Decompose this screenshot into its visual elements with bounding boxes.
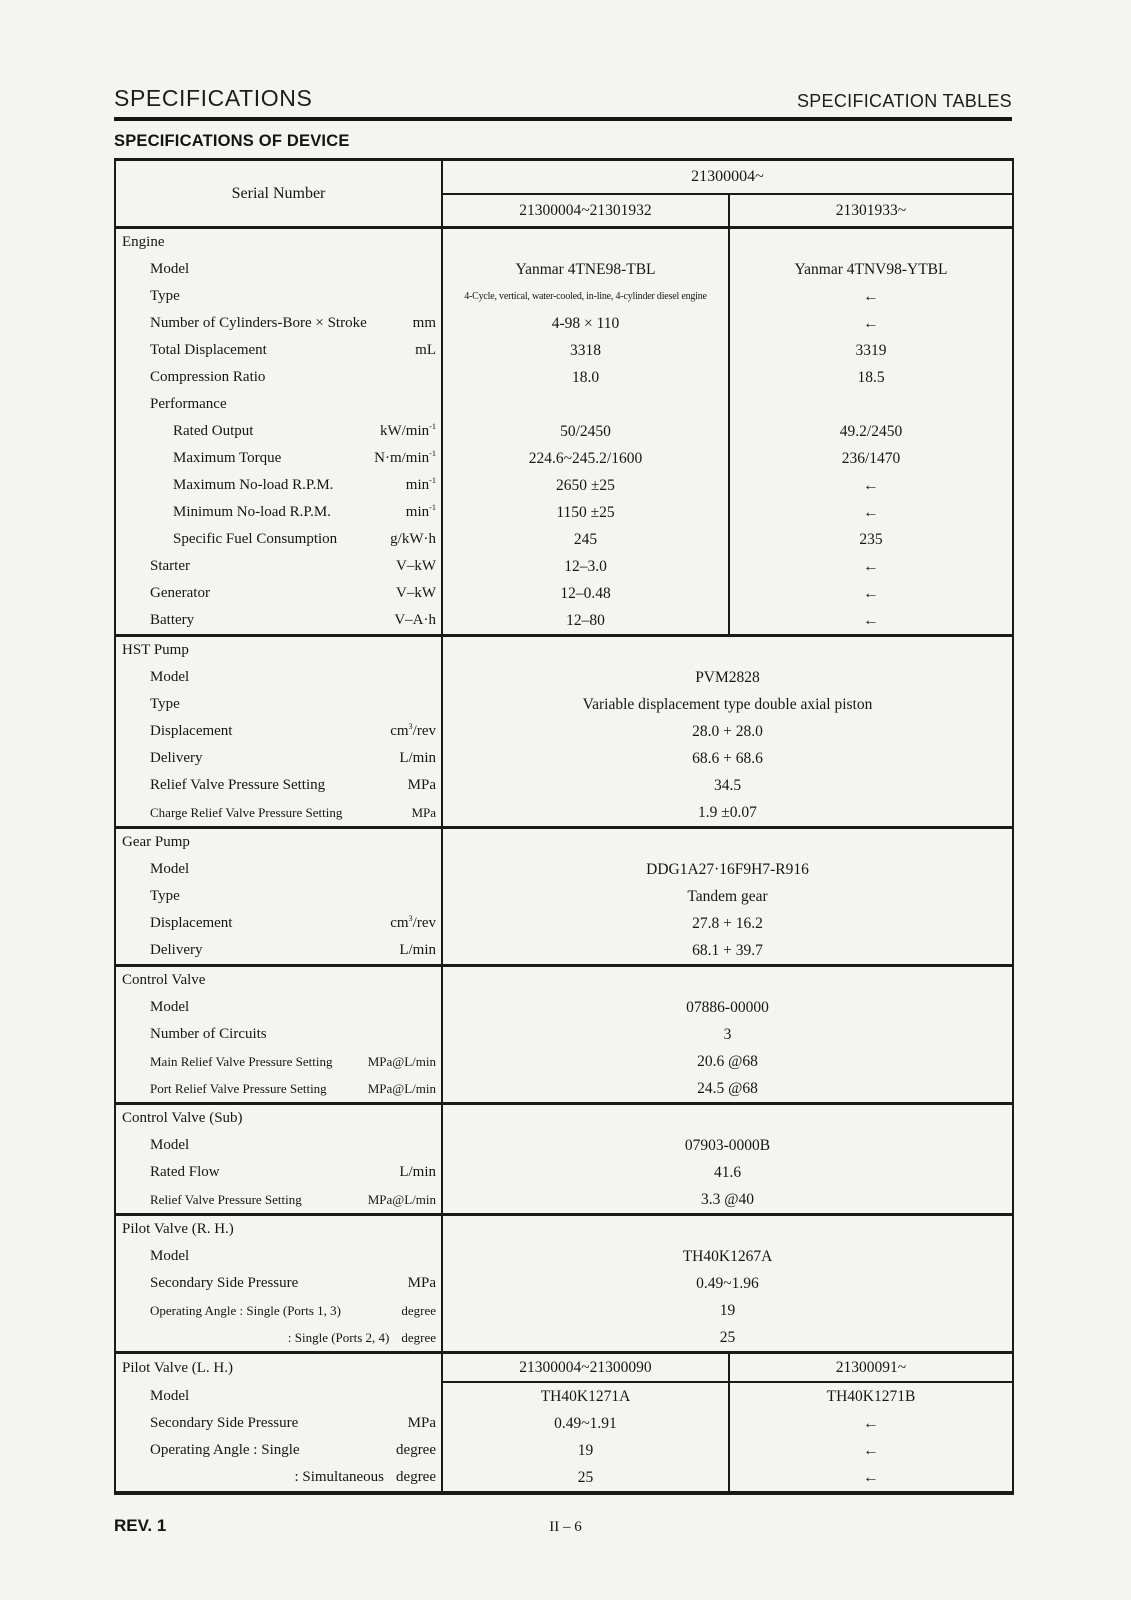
spec-label-cell	[115, 1437, 442, 1464]
table-row	[115, 1297, 1013, 1324]
table-row	[115, 256, 1013, 283]
table-row	[115, 1159, 1013, 1186]
spec-label-wrap	[116, 862, 441, 877]
section-row	[115, 228, 1013, 257]
spec-value: 68.1 + 39.7	[442, 937, 1013, 966]
spec-label: Model	[150, 1248, 190, 1264]
table-row	[115, 664, 1013, 691]
spec-value: 3319	[729, 337, 1013, 364]
spec-label-cell	[115, 772, 442, 799]
spec-value: 235	[729, 526, 1013, 553]
spec-label-wrap	[116, 1249, 441, 1264]
spec-value: 245	[442, 526, 729, 553]
spec-unit: $\min^{-1}$	[405, 503, 436, 520]
spec-value	[729, 391, 1013, 418]
spec-unit: $\min^{-1}$	[405, 476, 436, 493]
spec-unit: mL	[415, 342, 436, 358]
section-title: HST Pump	[122, 642, 189, 658]
spec-label: Specific Fuel Consumption	[173, 531, 338, 547]
spec-label-wrap	[116, 943, 441, 958]
spec-label: Port Relief Valve Pressure Setting	[150, 1081, 327, 1096]
spec-unit: V–kW	[396, 558, 436, 574]
spec-label-cell	[115, 1464, 442, 1493]
spec-label-cell	[115, 1021, 442, 1048]
table-row	[115, 1437, 1013, 1464]
spec-label-wrap	[116, 806, 441, 819]
table-row	[115, 1132, 1013, 1159]
spec-label-cell	[115, 526, 442, 553]
spec-label: Charge Relief Valve Pressure Setting	[150, 805, 343, 820]
table-row	[115, 1186, 1013, 1215]
spec-value: ←	[729, 553, 1013, 580]
spec-label-wrap	[116, 478, 441, 493]
spec-label: Minimum No-load R.P.M.	[173, 504, 331, 520]
unit-superscript: -1	[429, 503, 436, 512]
spec-label: Performance	[150, 396, 227, 412]
spec-value: ←	[729, 283, 1013, 310]
spec-value: 2650 ±25	[442, 472, 729, 499]
serial-range-subheader: 21300004~21300090	[442, 1353, 729, 1383]
spec-value: ←	[729, 310, 1013, 337]
spec-unit: $N\cdot m/\min^{-1}$	[374, 449, 436, 466]
spec-value: 19	[442, 1297, 1013, 1324]
spec-label: Type	[150, 288, 180, 304]
table-row	[115, 607, 1013, 636]
spec-label-cell	[115, 1382, 442, 1410]
spec-unit: MPa	[407, 1275, 436, 1291]
spec-label-wrap	[116, 613, 441, 628]
table-row	[115, 718, 1013, 745]
spec-value: 3	[442, 1021, 1013, 1048]
serial-range-subheader: 21300091~	[729, 1353, 1013, 1383]
table-row	[115, 1382, 1013, 1410]
spec-label-wrap	[116, 1222, 441, 1237]
table-row	[115, 337, 1013, 364]
spec-label: Model	[150, 999, 190, 1015]
section-row	[115, 1104, 1013, 1133]
spec-label-cell	[115, 499, 442, 526]
spec-label-cell	[115, 337, 442, 364]
spec-label: Number of Circuits	[150, 1026, 267, 1042]
spec-value: 41.6	[442, 1159, 1013, 1186]
spec-value: ←	[729, 1464, 1013, 1493]
spec-label: Battery	[150, 612, 195, 628]
table-row	[115, 310, 1013, 337]
unit-superscript: 3	[408, 722, 413, 731]
spec-value: 24.5 @68	[442, 1075, 1013, 1104]
spec-label-cell	[115, 580, 442, 607]
empty-cell	[442, 966, 1013, 995]
header-rule	[114, 117, 1012, 121]
spec-unit: MPa	[407, 1415, 436, 1431]
spec-label: Total Displacement	[150, 342, 267, 358]
table-row	[115, 1464, 1013, 1493]
spec-label: Type	[150, 696, 180, 712]
spec-value: 12–0.48	[442, 580, 729, 607]
table-row	[115, 499, 1013, 526]
spec-label: Starter	[150, 558, 190, 574]
spec-label: Secondary Side Pressure	[150, 1275, 299, 1291]
spec-label-cell	[115, 799, 442, 828]
spec-label-wrap	[116, 424, 441, 439]
spec-unit: mm	[412, 315, 436, 331]
spec-label-wrap	[116, 1027, 441, 1042]
spec-label-wrap	[116, 889, 441, 904]
spec-label: Displacement	[150, 915, 233, 931]
serial-range-col1: 21300004~21301932	[442, 194, 729, 228]
revision-label: REV. 1	[114, 1516, 167, 1535]
spec-label-wrap	[116, 835, 441, 850]
spec-value: 0.49~1.96	[442, 1270, 1013, 1297]
spec-unit: L/min	[399, 942, 436, 958]
spec-label: Rated Flow	[150, 1164, 220, 1180]
spec-label-cell	[115, 364, 442, 391]
spec-value: Yanmar 4TNV98-YTBL	[729, 256, 1013, 283]
table-row	[115, 283, 1013, 310]
section-title: Pilot Valve (R. H.)	[122, 1221, 234, 1237]
spec-label-cell	[115, 1215, 442, 1244]
spec-unit: $cm^3$/rev	[390, 722, 436, 739]
table-row	[115, 691, 1013, 718]
section-title: Pilot Valve (L. H.)	[122, 1359, 233, 1376]
spec-value: 12–80	[442, 607, 729, 636]
spec-value: 34.5	[442, 772, 1013, 799]
spec-label-wrap	[116, 343, 441, 358]
spec-label-cell	[115, 1243, 442, 1270]
spec-label: Secondary Side Pressure	[150, 1415, 299, 1431]
table-row	[115, 799, 1013, 828]
spec-label: Model	[150, 261, 190, 277]
spec-label-wrap	[116, 973, 441, 988]
section-row	[115, 828, 1013, 857]
table-row	[115, 994, 1013, 1021]
spec-label-wrap	[116, 1470, 441, 1485]
spec-label-wrap	[116, 1361, 441, 1376]
spec-label-cell	[115, 691, 442, 718]
spec-value: ←	[729, 472, 1013, 499]
table-row	[115, 472, 1013, 499]
spec-value: ←	[729, 499, 1013, 526]
spec-label-wrap	[116, 1331, 441, 1344]
serial-header-row	[115, 160, 1013, 195]
spec-label-cell	[115, 664, 442, 691]
spec-label-cell	[115, 1297, 442, 1324]
spec-label-cell	[115, 445, 442, 472]
spec-value: ←	[729, 1410, 1013, 1437]
spec-label-wrap	[116, 505, 441, 520]
spec-value: TH40K1271A	[442, 1382, 729, 1410]
spec-label-wrap	[116, 235, 441, 250]
table-row	[115, 883, 1013, 910]
spec-label: Displacement	[150, 723, 233, 739]
spec-value: Tandem gear	[442, 883, 1013, 910]
spec-label-cell	[115, 1353, 442, 1383]
spec-label-cell	[115, 828, 442, 857]
spec-unit: MPa@L/min	[367, 1081, 436, 1096]
spec-label-wrap	[116, 1138, 441, 1153]
spec-unit: L/min	[399, 750, 436, 766]
spec-unit: V–A·h	[394, 612, 436, 628]
spec-value: 4-Cycle, vertical, water-cooled, in-line, 4-cylinder diesel engine	[442, 283, 729, 310]
spec-value: 12–3.0	[442, 553, 729, 580]
specification-table	[114, 158, 1014, 1495]
spec-label-cell	[115, 883, 442, 910]
spec-label-cell	[115, 1132, 442, 1159]
spec-label-wrap	[116, 1055, 441, 1068]
spec-label-cell	[115, 856, 442, 883]
spec-label-cell	[115, 472, 442, 499]
spec-value: PVM2828	[442, 664, 1013, 691]
table-row	[115, 937, 1013, 966]
spec-value: Variable displacement type double axial piston	[442, 691, 1013, 718]
spec-value: 224.6~245.2/1600	[442, 445, 729, 472]
section-row	[115, 636, 1013, 665]
spec-label-wrap	[116, 1304, 441, 1317]
spec-value: 1150 ±25	[442, 499, 729, 526]
spec-label-wrap	[116, 586, 441, 601]
spec-label-wrap	[116, 1000, 441, 1015]
spec-label-wrap	[116, 1193, 441, 1206]
spec-unit: g/kW·h	[390, 531, 436, 547]
spec-label-cell	[115, 391, 442, 418]
spec-value: 50/2450	[442, 418, 729, 445]
unit-superscript: 3	[408, 914, 413, 923]
spec-label-cell	[115, 1104, 442, 1133]
spec-label-wrap	[116, 397, 441, 412]
table-row	[115, 580, 1013, 607]
table-row	[115, 1243, 1013, 1270]
spec-label: Relief Valve Pressure Setting	[150, 777, 326, 793]
spec-value: 1.9 ±0.07	[442, 799, 1013, 828]
section-row	[115, 1353, 1013, 1383]
spec-label: Compression Ratio	[150, 369, 266, 385]
table-row	[115, 1021, 1013, 1048]
table-row	[115, 1075, 1013, 1104]
spec-label-cell	[115, 228, 442, 257]
section-title: Control Valve (Sub)	[122, 1110, 243, 1126]
spec-label-wrap	[116, 1111, 441, 1126]
spec-label-wrap	[116, 451, 441, 466]
spec-value: 3318	[442, 337, 729, 364]
spec-label-wrap	[116, 670, 441, 685]
unit-superscript: -1	[429, 422, 436, 431]
table-row	[115, 772, 1013, 799]
spec-label-wrap	[116, 724, 441, 739]
spec-label: Model	[150, 1137, 190, 1153]
spec-label-cell	[115, 1324, 442, 1353]
spec-value: 19	[442, 1437, 729, 1464]
empty-cell	[729, 228, 1013, 257]
table-row	[115, 553, 1013, 580]
table-row	[115, 1048, 1013, 1075]
spec-unit: L/min	[399, 1164, 436, 1180]
table-row	[115, 418, 1013, 445]
spec-value: 20.6 @68	[442, 1048, 1013, 1075]
spec-label: Delivery	[150, 750, 203, 766]
spec-value: 07886-00000	[442, 994, 1013, 1021]
table-row	[115, 745, 1013, 772]
section-row	[115, 966, 1013, 995]
spec-value	[442, 391, 729, 418]
page-number: II – 6	[549, 1519, 582, 1535]
spec-value: 0.49~1.91	[442, 1410, 729, 1437]
page-header-right: SPECIFICATION TABLES	[796, 91, 1012, 111]
spec-label: Operating Angle : Single	[150, 1442, 300, 1458]
spec-label: Number of Cylinders-Bore × Stroke	[150, 315, 367, 331]
table-header	[115, 160, 1013, 228]
spec-label: Model	[150, 1387, 190, 1404]
spec-label-cell	[115, 310, 442, 337]
spec-label: Maximum Torque	[173, 450, 282, 466]
spec-label-cell	[115, 636, 442, 665]
spec-label-cell	[115, 283, 442, 310]
spec-label: Delivery	[150, 942, 203, 958]
spec-unit: MPa@L/min	[367, 1192, 436, 1207]
spec-unit: $kW/\min^{-1}$	[379, 422, 436, 439]
spec-label-wrap	[116, 532, 441, 547]
table-row	[115, 1410, 1013, 1437]
table-row	[115, 391, 1013, 418]
spec-label-cell	[115, 1159, 442, 1186]
serial-number-label: Serial Number	[115, 160, 442, 228]
spec-label-wrap	[116, 559, 441, 574]
spec-label-cell	[115, 1186, 442, 1215]
spec-label-wrap	[116, 316, 441, 331]
spec-value: 49.2/2450	[729, 418, 1013, 445]
spec-value: 25	[442, 1464, 729, 1493]
serial-range-col2: 21301933~	[729, 194, 1013, 228]
page-title: SPECIFICATIONS OF DEVICE	[114, 132, 350, 150]
spec-table-body	[115, 228, 1013, 1494]
spec-label: Operating Angle : Single (Ports 1, 3)	[150, 1303, 342, 1318]
spec-label: Model	[150, 669, 190, 685]
spec-label-cell	[115, 1410, 442, 1437]
spec-value: 4-98 × 110	[442, 310, 729, 337]
page-header-left: SPECIFICATIONS	[114, 85, 313, 111]
spec-label-wrap	[116, 1416, 441, 1431]
spec-unit: $cm^3$/rev	[390, 914, 436, 931]
empty-cell	[442, 828, 1013, 857]
spec-label: Type	[150, 888, 180, 904]
spec-value: 3.3 @40	[442, 1186, 1013, 1215]
spec-value: 25	[442, 1324, 1013, 1353]
spec-value: 18.0	[442, 364, 729, 391]
spec-value: ←	[729, 580, 1013, 607]
spec-value: TH40K1267A	[442, 1243, 1013, 1270]
spec-unit: MPa	[411, 805, 436, 820]
spec-label-cell	[115, 937, 442, 966]
spec-label-wrap	[116, 751, 441, 766]
table-row	[115, 856, 1013, 883]
spec-unit: V–kW	[396, 585, 436, 601]
section-title: Control Valve	[122, 972, 206, 988]
spec-unit: MPa@L/min	[367, 1054, 436, 1069]
table-row	[115, 1270, 1013, 1297]
unit-superscript: -1	[429, 476, 436, 485]
spec-label-cell	[115, 718, 442, 745]
spec-value: 27.8 + 16.2	[442, 910, 1013, 937]
spec-label-cell	[115, 745, 442, 772]
spec-value: 07903-0000B	[442, 1132, 1013, 1159]
section-title: Engine	[122, 234, 165, 250]
spec-label-wrap	[116, 289, 441, 304]
unit-superscript: -1	[429, 449, 436, 458]
spec-unit: MPa	[407, 777, 436, 793]
spec-label: : Single (Ports 2, 4)	[287, 1330, 390, 1345]
spec-label: Model	[150, 861, 190, 877]
empty-cell	[442, 228, 729, 257]
table-row	[115, 526, 1013, 553]
spec-value: DDG1A27·16F9H7-R916	[442, 856, 1013, 883]
spec-label: Main Relief Valve Pressure Setting	[150, 1054, 333, 1069]
spec-label-wrap	[116, 643, 441, 658]
spec-label-cell	[115, 1270, 442, 1297]
table-row	[115, 445, 1013, 472]
spec-label-wrap	[116, 1389, 441, 1404]
spec-label-cell	[115, 1075, 442, 1104]
spec-label-wrap	[116, 916, 441, 931]
spec-label-wrap	[116, 1165, 441, 1180]
spec-value: 28.0 + 28.0	[442, 718, 1013, 745]
spec-label: : Simultaneous	[294, 1469, 385, 1485]
table-row	[115, 910, 1013, 937]
spec-label-cell	[115, 256, 442, 283]
empty-cell	[442, 1104, 1013, 1133]
spec-label-wrap	[116, 697, 441, 712]
spec-label-cell	[115, 910, 442, 937]
spec-label-cell	[115, 994, 442, 1021]
spec-value: 18.5	[729, 364, 1013, 391]
spec-value: Yanmar 4TNE98-TBL	[442, 256, 729, 283]
spec-label: Rated Output	[173, 423, 254, 439]
spec-label-wrap	[116, 1276, 441, 1291]
spec-unit: degree	[401, 1330, 436, 1345]
spec-label-cell	[115, 607, 442, 636]
table-row	[115, 1324, 1013, 1353]
spec-value: TH40K1271B	[729, 1382, 1013, 1410]
empty-cell	[442, 1215, 1013, 1244]
spec-label-wrap	[116, 1082, 441, 1095]
spec-label-cell	[115, 1048, 442, 1075]
spec-label-wrap	[116, 778, 441, 793]
spec-label-wrap	[116, 370, 441, 385]
serial-range-all: 21300004~	[442, 160, 1013, 195]
spec-label-cell	[115, 966, 442, 995]
section-title: Gear Pump	[122, 834, 190, 850]
spec-unit: degree	[396, 1442, 436, 1458]
spec-label: Relief Valve Pressure Setting	[150, 1192, 302, 1207]
spec-label-cell	[115, 553, 442, 580]
spec-value: ←	[729, 607, 1013, 636]
table-row	[115, 364, 1013, 391]
spec-label: Maximum No-load R.P.M.	[173, 477, 334, 493]
spec-label-wrap	[116, 1443, 441, 1458]
section-row	[115, 1215, 1013, 1244]
spec-value: 236/1470	[729, 445, 1013, 472]
empty-cell	[442, 636, 1013, 665]
spec-label-cell	[115, 418, 442, 445]
spec-unit: degree	[401, 1303, 436, 1318]
spec-label: Generator	[150, 585, 210, 601]
spec-unit: degree	[396, 1469, 436, 1485]
spec-value: 68.6 + 68.6	[442, 745, 1013, 772]
spec-value: ←	[729, 1437, 1013, 1464]
spec-label-wrap	[116, 262, 441, 277]
